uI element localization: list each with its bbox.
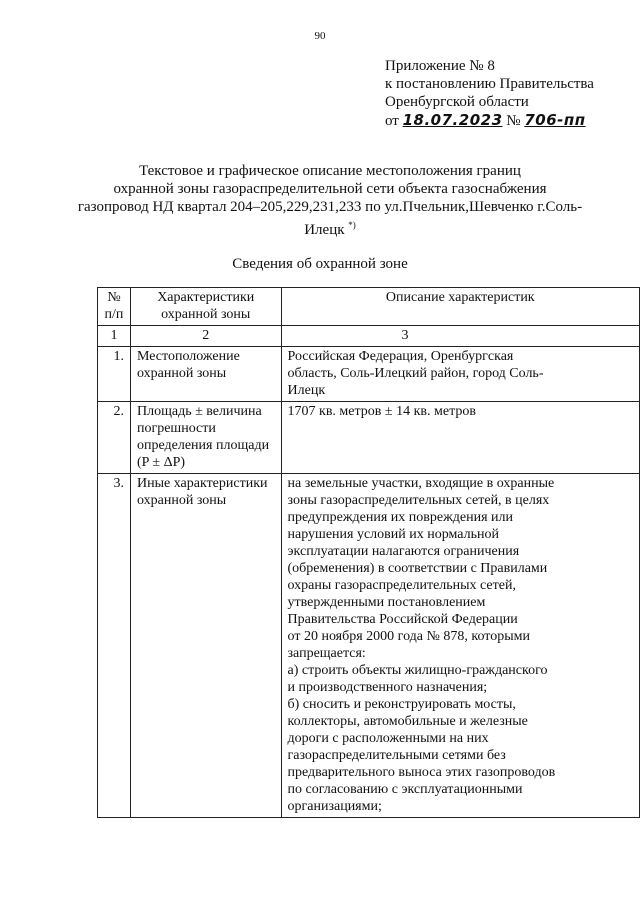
appendix-header xyxy=(385,57,594,130)
table-row xyxy=(98,402,640,474)
header-char-line-1: Характеристики xyxy=(157,290,255,305)
text-line: Илецк xyxy=(287,383,326,398)
title-line-4 xyxy=(70,216,590,239)
date-prefix: от xyxy=(385,113,399,129)
text-line: дороги с расположенными на них xyxy=(287,731,489,746)
text-line: Местоположение xyxy=(136,349,240,364)
text-line: Российская Федерация, Оренбургская xyxy=(287,349,514,364)
page-number: 90 xyxy=(314,30,326,42)
table-header-row xyxy=(98,288,640,326)
text-line: определения площади xyxy=(136,438,270,453)
text-line: область, Соль-Илецкий район, город Соль- xyxy=(287,366,544,381)
text-line: Площадь ± величина xyxy=(136,404,262,419)
text-line: организациями; xyxy=(287,799,382,814)
text-line: и производственного назначения; xyxy=(287,680,488,695)
text-line: утвержденными постановлением xyxy=(287,595,486,610)
text-line: Правительства Российской Федерации xyxy=(287,612,518,627)
text-line: Иные характеристики xyxy=(136,476,268,491)
header-number-line-1: № xyxy=(107,290,121,305)
text-line: зоны газораспределительных сетей, в целях xyxy=(287,493,550,508)
table-row xyxy=(98,347,640,402)
row-characteristic xyxy=(130,347,281,402)
text-line: охранной зоны xyxy=(136,366,227,381)
text-line: предварительного выноса этих газопроводов xyxy=(287,765,556,780)
row-characteristic xyxy=(130,474,281,818)
row-characteristic xyxy=(130,402,281,474)
row-number: 1. xyxy=(98,347,131,402)
text-line: а) строить объекты жилищно-гражданского xyxy=(287,663,548,678)
column-number-3: 3 xyxy=(281,326,639,347)
header-char-line-2: охранной зоны xyxy=(161,307,251,322)
column-number-1: 1 xyxy=(98,326,131,347)
text-line: от 20 ноября 2000 года № 878, которыми xyxy=(287,629,530,644)
row-description xyxy=(281,474,639,818)
title-line-1: Текстовое и графическое описание местоположения границ xyxy=(139,163,521,179)
text-line: охранной зоны xyxy=(136,493,227,508)
zone-info-table xyxy=(97,287,640,818)
header-number-line-2: п/п xyxy=(104,307,124,322)
number-prefix: № xyxy=(506,113,521,129)
table-row xyxy=(98,474,640,818)
handwritten-date: 18.07.2023 xyxy=(402,111,503,129)
row-number: 2. xyxy=(98,402,131,474)
row-description xyxy=(281,402,639,474)
footnote-mark: *) xyxy=(348,220,356,230)
text-line: нарушения условий их нормальной xyxy=(287,527,499,542)
appendix-line-3: Оренбургской области xyxy=(385,94,529,110)
text-line: (P ± ΔP) xyxy=(136,455,186,470)
title-line-3: газопровод НД квартал 204–205,229,231,233 по ул.Пчельник,Шевченко г.Соль- xyxy=(77,199,583,215)
text-line: по согласованию с эксплуатационными xyxy=(287,782,523,797)
appendix-line-2: к постановлению Правительства xyxy=(385,76,594,92)
text-line: охраны газораспределительных сетей, xyxy=(287,578,516,593)
column-number-2: 2 xyxy=(130,326,281,347)
row-description xyxy=(281,347,639,402)
text-line: эксплуатации налагаются ограничения xyxy=(287,544,520,559)
handwritten-number: 706-пп xyxy=(524,111,586,129)
text-line: запрещается: xyxy=(287,646,366,661)
section-subtitle: Сведения об охранной зоне xyxy=(232,256,408,272)
appendix-line-1: Приложение № 8 xyxy=(385,58,495,74)
title-line-2: охранной зоны газораспределительной сети объекта газоснабжения xyxy=(113,181,547,197)
column-numbering-row xyxy=(98,326,640,347)
text-line: погрешности xyxy=(136,421,216,436)
text-line: на земельные участки, входящие в охранные xyxy=(287,476,555,491)
text-line: (обременения) в соответствии с Правилами xyxy=(287,561,548,576)
header-description: Описание характеристик xyxy=(281,288,639,326)
row-number: 3. xyxy=(98,474,131,818)
text-line: 1707 кв. метров ± 14 кв. метров xyxy=(287,404,476,419)
document-title xyxy=(70,162,590,239)
text-line: газораспределительными сетями без xyxy=(287,748,506,763)
title-city-end: Илецк xyxy=(304,222,345,238)
text-line: б) сносить и реконструировать мосты, xyxy=(287,697,516,712)
appendix-date-line xyxy=(385,111,594,130)
text-line: коллекторы, автомобильные и железные xyxy=(287,714,528,729)
header-number xyxy=(98,288,131,326)
text-line: предупреждения их повреждения или xyxy=(287,510,514,525)
header-characteristics xyxy=(130,288,281,326)
